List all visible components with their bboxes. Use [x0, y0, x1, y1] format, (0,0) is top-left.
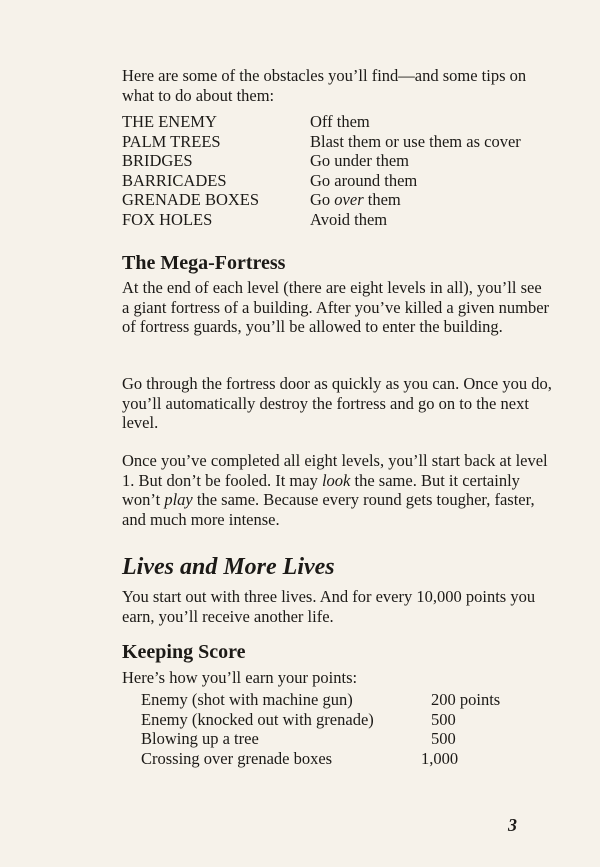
table-row: [122, 171, 521, 191]
table-row: [122, 112, 521, 132]
obstacle-name: FOX HOLES: [122, 209, 213, 229]
paragraph-emphasis: look: [321, 470, 351, 490]
obstacle-name: PALM TREES: [122, 131, 221, 151]
table-row: [122, 190, 521, 210]
tip-emphasis: over: [334, 190, 364, 209]
lives-paragraph: You start out with three lives. And for every 10,000 points you earn, you’ll receive another life.: [122, 587, 536, 626]
page-number: 3: [508, 815, 517, 835]
obstacle-tip: Go under them: [310, 151, 409, 170]
obstacle-name: GRENADE BOXES: [122, 190, 260, 209]
table-row: [122, 210, 521, 230]
score-points: 500: [431, 729, 456, 748]
table-row: [141, 710, 551, 730]
obstacles-table: [122, 112, 521, 229]
obstacle-tip: Off them: [310, 112, 370, 131]
obstacle-tip: [310, 190, 401, 210]
obstacle-name: BARRICADES: [122, 170, 227, 190]
score-item: Enemy (knocked out with grenade): [141, 709, 374, 729]
score-item: Blowing up a tree: [141, 729, 259, 748]
paragraph-emphasis: play: [164, 490, 193, 509]
obstacle-name: BRIDGES: [122, 151, 193, 170]
table-row: [122, 151, 521, 171]
obstacle-tip: Blast them or use them as cover: [310, 131, 521, 151]
score-table: [141, 690, 551, 768]
table-row: [141, 729, 551, 749]
paragraph-text: the same. But it certainly won’t: [122, 470, 520, 509]
section-heading-lives: Lives and More Lives: [122, 554, 335, 580]
paragraph-text: the same. Because every round gets tougher, faster, and much more intense.: [122, 490, 535, 529]
obstacle-tip: Avoid them: [310, 209, 388, 229]
tip-text: Go: [310, 190, 335, 209]
fortress-paragraph-3: [122, 451, 552, 529]
obstacles-intro: Here are some of the obstacles you’ll find—and some tips on what to do about them:: [122, 66, 527, 105]
score-points: 1,000: [421, 748, 459, 768]
score-points: 200 points: [431, 690, 501, 709]
table-row: [122, 132, 521, 152]
score-item: Enemy (shot with machine gun): [141, 690, 353, 709]
fortress-paragraph-1: At the end of each level (there are eight levels in all), you’ll see a giant fortress of a building. After you’ve killed a given number of fortress guards, you’ll be allowed to enter the building.: [122, 278, 550, 336]
fortress-paragraph-2: Go through the fortress door as quickly as you can. Once you do, you’ll automatically destroy the fortress and go on to the next level.: [122, 374, 552, 432]
section-heading-fortress: The Mega-Fortress: [122, 252, 286, 274]
table-row: [141, 749, 551, 769]
tip-text: them: [363, 190, 401, 209]
obstacle-tip: Go around them: [310, 170, 418, 190]
score-item: Crossing over grenade boxes: [141, 748, 333, 768]
score-points: 500: [431, 709, 456, 729]
table-row: [141, 690, 551, 710]
obstacle-name: THE ENEMY: [122, 112, 217, 131]
section-heading-score: Keeping Score: [122, 641, 246, 663]
paragraph-text: Once you’ve completed all eight levels, you’ll start back at level 1. But don’t be fooled. It may: [122, 451, 548, 490]
score-intro: Here’s how you’ll earn your points:: [122, 668, 358, 687]
